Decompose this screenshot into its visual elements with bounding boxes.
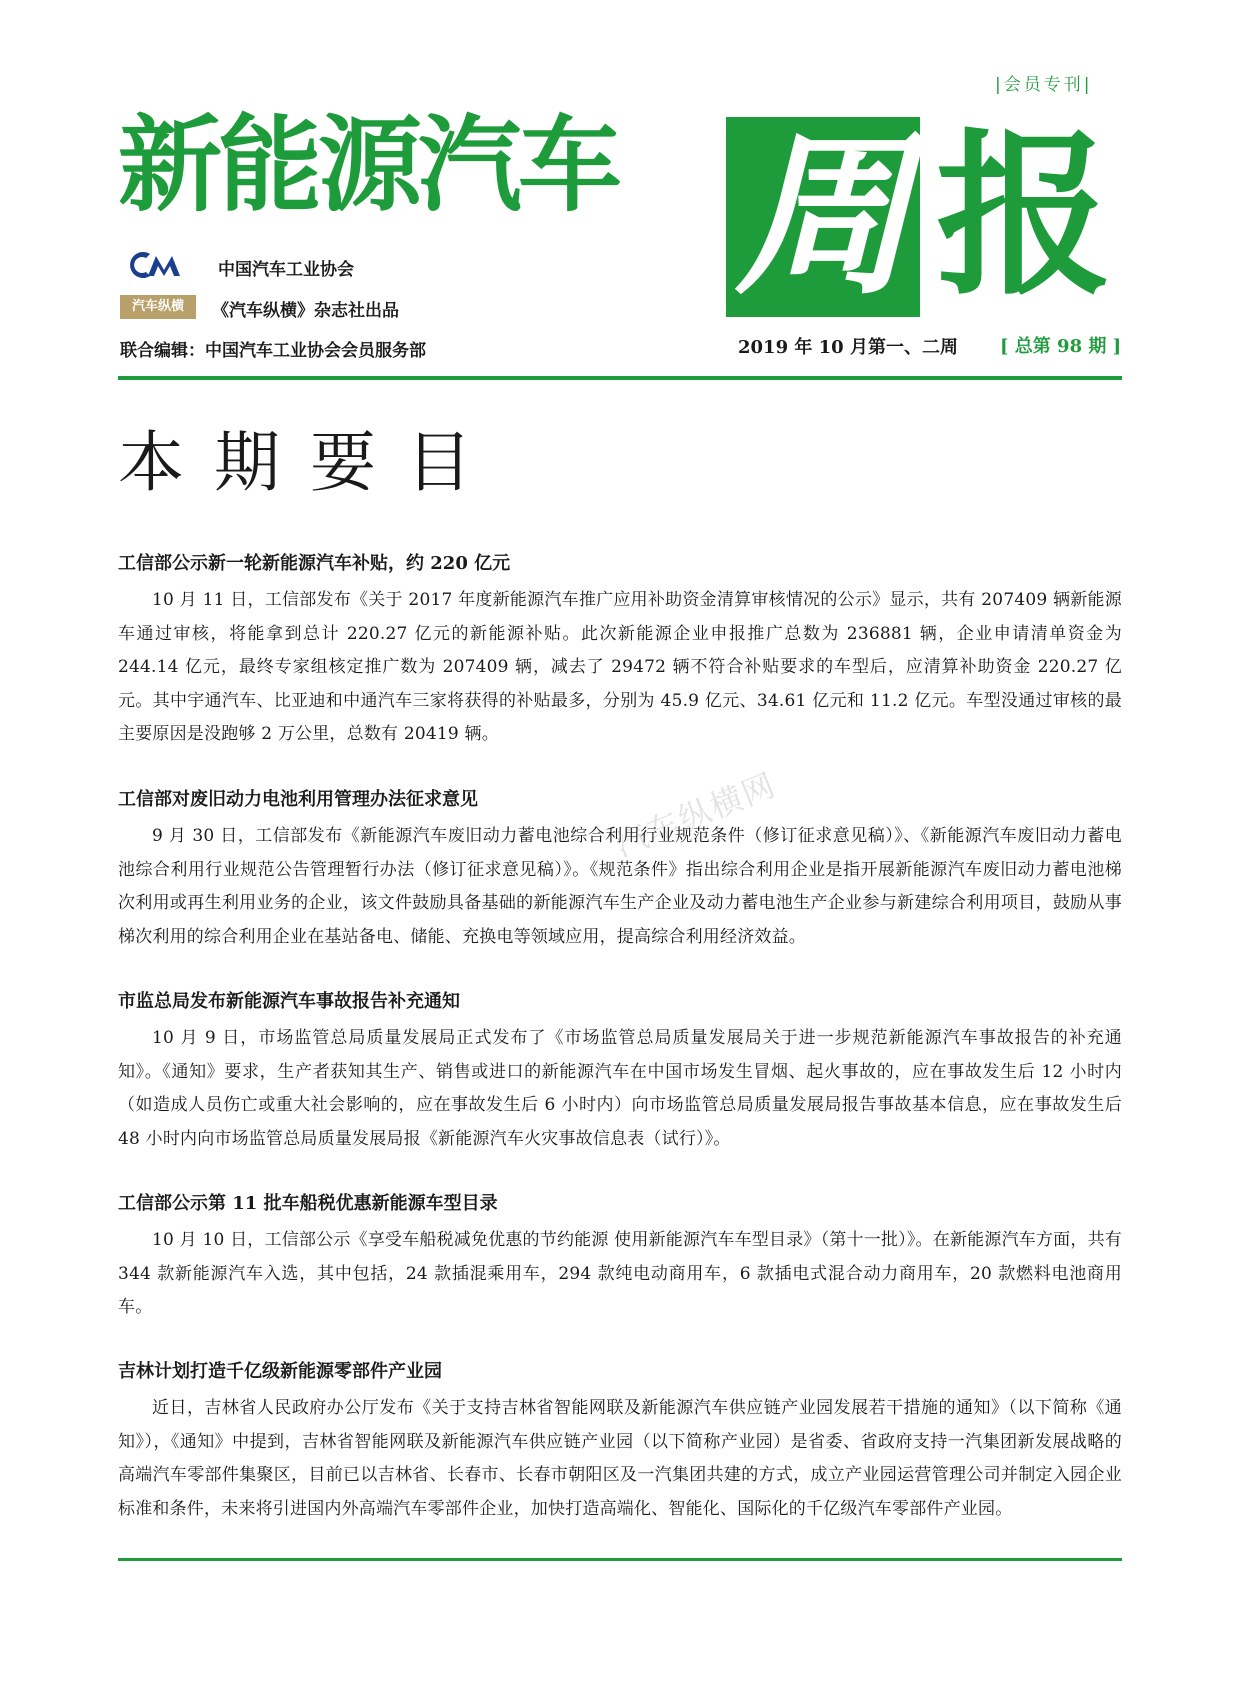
article-title: 吉林计划打造千亿级新能源零部件产业园 bbox=[118, 1361, 442, 1382]
org-name-publisher: 《汽车纵横》杂志社出品 bbox=[212, 301, 399, 321]
member-badge: |会员专刊| bbox=[995, 75, 1093, 95]
article-body: 10 月 10 日，工信部公示《享受车船税减免优惠的节约能源 使用新能源汽车车型目录》（第十一批）》。在新能源汽车方面，共有 344 款新能源汽车入选，其中包括，24 款插混乘用车，294 款纯电动商用车，6 款插电式混合动力商用车，20 款燃料电池商用车。 bbox=[118, 1230, 1122, 1317]
masthead-box-char: 周 bbox=[734, 114, 911, 319]
article-title: 工信部公示新一轮新能源汽车补贴，约 220 亿元 bbox=[118, 553, 511, 574]
article-title: 市监总局发布新能源汽车事故报告补充通知 bbox=[118, 991, 460, 1012]
masthead-big-char: 报 bbox=[935, 114, 1112, 319]
article-3 bbox=[118, 988, 1122, 1156]
masthead-title: 新能源汽车 bbox=[118, 104, 619, 226]
watermark-text: 汽车纵横网 bbox=[609, 765, 782, 865]
article-body: 10 月 11 日，工信部发布《关于 2017 年度新能源汽车推广应用补助资金清算审核情况的公示》显示，共有 207409 辆新能源车通过审核，将能拿到总计 220.27 亿元的新能源补贴。此次新能源企业申报推广总数为 236881 辆，企业申请清单资金为 244.14 亿元，最终专家组核定推广数为 207409 辆，减去了 29472 辆不符合补贴要求的车型后，应清算补助资金 220.27 亿元。其中宇通汽车、比亚迪和中通汽车三家将获得的补贴最多，分别为 45.9 亿元、34.61 亿元和 11.2 亿元。车型没通过审核的最主要原因是没跑够 2 万公里，总数有 20419 辆。 bbox=[118, 590, 1122, 744]
member-badge-text: 会员专刊 bbox=[1003, 75, 1084, 95]
article-title: 工信部对废旧动力电池利用管理办法征求意见 bbox=[118, 789, 478, 810]
section-title: 本期要目 bbox=[118, 424, 502, 501]
joint-editor: 联合编辑：中国汽车工业协会会员服务部 bbox=[120, 341, 426, 361]
article-title: 工信部公示第 11 批车船税优惠新能源车型目录 bbox=[118, 1193, 498, 1214]
article-body: 近日，吉林省人民政府办公厅发布《关于支持吉林省智能网联及新能源汽车供应链产业园发展若干措施的通知》（以下简称《通知》），《通知》中提到，吉林省智能网联及新能源汽车供应链产业园（以下简称产业园）是省委、省政府支持一汽集团新发展战略的高端汽车零部件集聚区，目前已以吉林省、长春市、长春市朝阳区及一汽集团共建的方式，成立产业园运营管理公司并制定入园企业标准和条件，未来将引进国内外高端汽车零部件企业，加快打造高端化、智能化、国际化的千亿级汽车零部件产业园。 bbox=[118, 1398, 1122, 1519]
article-body: 10 月 9 日，市场监管总局质量发展局正式发布了《市场监管总局质量发展局关于进一步规范新能源汽车事故报告的补充通知》。《通知》要求，生产者获知其生产、销售或进口的新能源汽车在中国市场发生冒烟、起火事故的，应在事故发生后 12 小时内（如造成人员伤亡或重大社会影响的，应在事故发生后 6 小时内）向市场监管总局质量发展局报告事故基本信息，应在事故发生后 48 小时内向市场监管总局质量发展局报《新能源汽车火灾事故信息表（试行）》。 bbox=[118, 1028, 1122, 1149]
header-divider bbox=[118, 376, 1122, 380]
article-body: 9 月 30 日，工信部发布《新能源汽车废旧动力蓄电池综合利用行业规范条件（修订征求意见稿）》、《新能源汽车废旧动力蓄电池综合利用行业规范公告管理暂行办法（修订征求意见稿）》。《规范条件》指出综合利用企业是指开展新能源汽车废旧动力蓄电池梯次利用或再生利用业务的企业，该文件鼓励具备基础的新能源汽车生产企业及动力蓄电池生产企业参与新建综合利用项目，鼓励从事梯次利用的综合利用企业在基站备电、储能、充换电等领域应用，提高综合利用经济效益。 bbox=[118, 826, 1122, 947]
article-5 bbox=[118, 1358, 1122, 1526]
caam-logo-icon bbox=[120, 250, 192, 280]
issue-number: [ 总第 98 期 ] bbox=[1000, 336, 1122, 357]
auto-review-logo: 汽车纵横 bbox=[120, 295, 196, 319]
issue-date: 2019 年 10 月第一、二周 bbox=[738, 337, 958, 358]
article-2 bbox=[118, 786, 1122, 954]
article-1 bbox=[118, 550, 1122, 752]
footer-divider bbox=[118, 1558, 1122, 1561]
org-name-caam: 中国汽车工业协会 bbox=[218, 260, 354, 280]
article-4 bbox=[118, 1190, 1122, 1325]
